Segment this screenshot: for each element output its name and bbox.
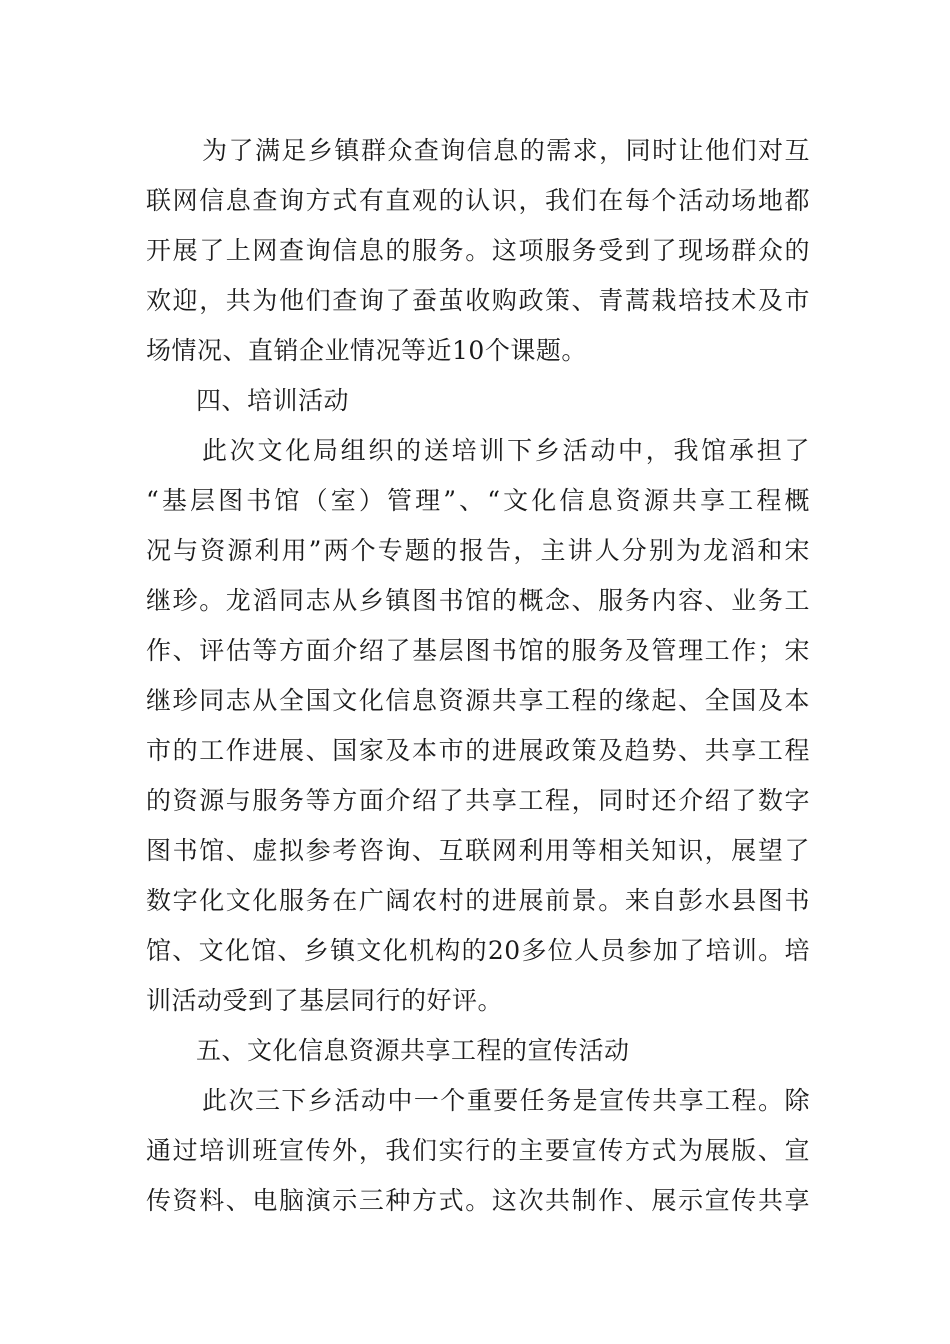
paragraph-line: 欢迎，共为他们查询了蚕茧收购政策、青蒿栽培技术及市 <box>146 286 810 315</box>
paragraph-line: 此次三下乡活动中一个重要任务是宣传共享工程。除 <box>202 1086 810 1115</box>
paragraph-line: 市的工作进展、国家及本市的进展政策及趋势、共享工程 <box>146 736 810 765</box>
paragraph-line: “基层图书馆（室）管理”、“文化信息资源共享工程概 <box>146 486 810 515</box>
paragraph-line: 作、评估等方面介绍了基层图书馆的服务及管理工作；宋 <box>146 636 810 665</box>
paragraph-line: 为了满足乡镇群众查询信息的需求，同时让他们对互 <box>202 136 810 165</box>
paragraph-line: 训活动受到了基层同行的好评。 <box>146 986 504 1015</box>
paragraph-line: 继珍。龙滔同志从乡镇图书馆的概念、服务内容、业务工 <box>146 586 810 615</box>
section-heading: 五、文化信息资源共享工程的宣传活动 <box>196 1036 630 1065</box>
document-body <box>146 126 810 1226</box>
section-heading: 四、培训活动 <box>196 386 350 415</box>
paragraph-line: 通过培训班宣传外，我们实行的主要宣传方式为展版、宣 <box>146 1136 810 1165</box>
paragraph-line: 继珍同志从全国文化信息资源共享工程的缘起、全国及本 <box>146 686 810 715</box>
paragraph-line: 传资料、电脑演示三种方式。这次共制作、展示宣传共享 <box>146 1186 810 1215</box>
paragraph-line: 数字化文化服务在广阔农村的进展前景。来自彭水县图书 <box>146 886 810 915</box>
paragraph-line: 此次文化局组织的送培训下乡活动中，我馆承担了 <box>202 436 810 465</box>
paragraph-line: 图书馆、虚拟参考咨询、互联网利用等相关知识，展望了 <box>146 836 810 865</box>
paragraph-line: 开展了上网查询信息的服务。这项服务受到了现场群众的 <box>146 236 810 265</box>
paragraph-line: 场情况、直销企业情况等近10个课题。 <box>146 336 587 365</box>
paragraph-line: 的资源与服务等方面介绍了共享工程，同时还介绍了数字 <box>146 786 810 815</box>
paragraph-line: 况与资源利用”两个专题的报告，主讲人分别为龙滔和宋 <box>146 536 810 565</box>
paragraph-line: 馆、文化馆、乡镇文化机构的20多位人员参加了培训。培 <box>146 936 810 965</box>
paragraph-line: 联网信息查询方式有直观的认识，我们在每个活动场地都 <box>146 186 810 215</box>
